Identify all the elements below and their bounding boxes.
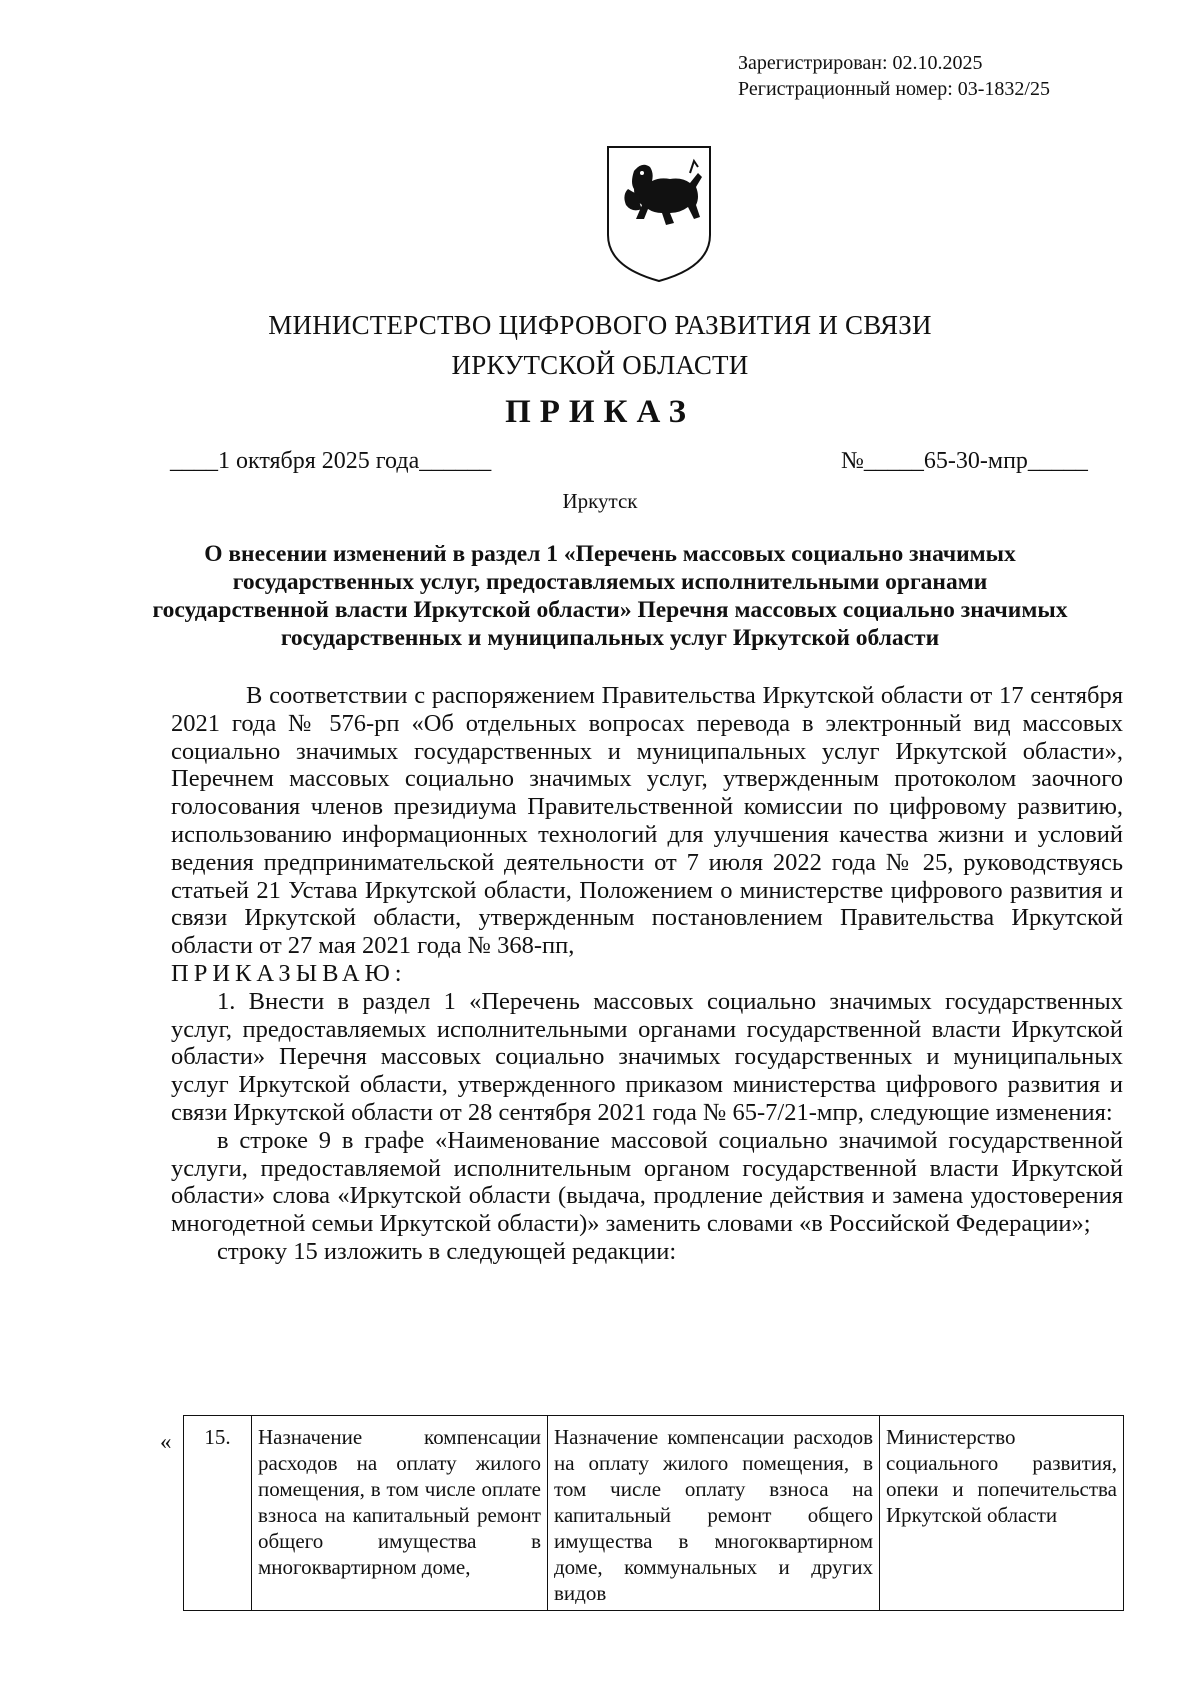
order-word: ПРИКАЗЫВАЮ: [171, 959, 407, 987]
irkutsk-coat-of-arms-icon [604, 143, 714, 285]
service-name-new-cell: Назначение компенсации расходов на оплату жилого помещения, в том числе оплату взноса на капитальный ремонт общего имущества в многоквартирном доме, коммунальных и других видов [548, 1416, 880, 1611]
registration-number: Регистрационный номер: 03-1832/25 [738, 78, 1050, 100]
responsible-body-cell: Министерство социального развития, опеки и попечительства Иркутской области [880, 1416, 1124, 1611]
services-table [183, 1415, 1124, 1611]
row-15-change-paragraph: строку 15 изложить в следующей редакции: [217, 1237, 677, 1265]
service-name-cell: Назначение компенсации расходов на оплату жилого помещения, в том числе оплате взноса на капитальный ремонт общего имущества в многоквартирном доме, [252, 1416, 548, 1611]
table-open-quote: « [160, 1429, 172, 1454]
registration-date: Зарегистрирован: 02.10.2025 [738, 52, 983, 74]
ministry-name-line1: МИНИСТЕРСТВО ЦИФРОВОГО РАЗВИТИЯ И СВЯЗИ [268, 310, 932, 340]
table-row [184, 1416, 1124, 1611]
ministry-name-line2: ИРКУТСКОЙ ОБЛАСТИ [451, 350, 749, 380]
registration-stamp [738, 50, 1050, 102]
issue-city: Иркутск [562, 489, 638, 513]
document-type-title: ПРИКАЗ [505, 394, 695, 430]
row-9-change-paragraph: в строке 9 в графе «Наименование массовой социально значимой государственной услуги, предоставляемой исполнительным органом государственной власти Иркутской области» слова «Иркутской области (выдача, продление действия и замена удостоверения многодетной семьи Иркутской области)» заменить словами «в Российской Федерации»; [171, 1126, 1123, 1238]
order-date: ____1 октября 2025 года______ [170, 448, 492, 474]
order-number: №_____65-30-мпр_____ [841, 448, 1088, 474]
ministry-name [0, 305, 1200, 385]
row-number-cell: 15. [184, 1416, 252, 1611]
order-heading: О внесении изменений в раздел 1 «Перечень массовых социально значимых государственных услуг, предоставляемых исполнительными органами государственной власти Иркутской области» Перечня массовых социально значимых государственных и муниципальных услуг Иркутской области [152, 541, 1068, 651]
item-1-paragraph: 1. Внести в раздел 1 «Перечень массовых социально значимых государственных услуг, предоставляемых исполнительными органами государственной власти Иркутской области» Перечня массовых социально значимых государственных и муниципальных услуг Иркутской области, утвержденного приказом министерства цифрового развития и связи Иркутской области от 28 сентября 2021 года № 65-7/21-мпр, следующие изменения: [171, 987, 1123, 1126]
order-body [171, 682, 1123, 1266]
preamble-paragraph: В соответствии с распоряжением Правительства Иркутской области от 17 сентября 2021 года № 576-рп «Об отдельных вопросах перевода в электронный вид массовых социально значимых государственных и муниципальных услуг Иркутской области», Перечнем массовых социально значимых услуг, утвержденным протоколом заочного голосования членов президиума Правительственной комиссии по цифровому развитию, использованию информационных технологий для улучшения качества жизни и условий ведения предпринимательской деятельности от 7 июля 2022 года № 25, руководствуясь статьей 21 Устава Иркутской области, Положением о министерстве цифрового развития и связи Иркутской области, утвержденным постановлением Правительства Иркутской области от 27 мая 2021 года № 368-пп, [171, 682, 1123, 960]
